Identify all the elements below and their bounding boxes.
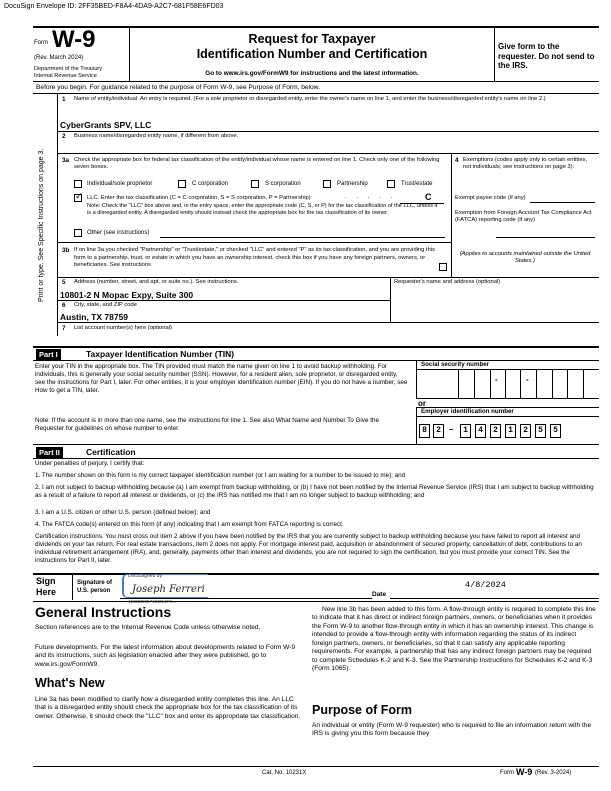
label-trust-estate: Trust/estate (401, 181, 433, 187)
line3b-label: If on line 3a you checked "Partnership" or "Trust/estate," or checked "LLC" and entered "P" as its tax classification, and you are providing this form to a partnership, trust, or estate in which you have an ownership interest, check this box if you have any foreign partners, owners, or beneficiaries. See instructions (74, 247, 436, 269)
fatca-label: Exemption from Foreign Account Tax Compliance Act (FATCA) reporting code (if any) (455, 210, 592, 223)
before-you-begin: Before you begin. For guidance related to the purpose of Form W-9, see Purpose of Form, below. (36, 84, 320, 91)
label-individual: Individual/sole proprietor (87, 181, 153, 187)
form-name: W-9 (52, 26, 96, 53)
llc-classification-field[interactable]: C (425, 192, 432, 202)
checkbox-foreign-partners[interactable] (439, 263, 447, 271)
line3a-label: Check the appropriate box for federal tax classification of the entity/individual whose name is entered on line 1. Check only one of the following seven boxes. (74, 157, 440, 170)
llc-check-mark-icon: ✓ (75, 191, 83, 201)
signature-field[interactable]: Joseph Ferreri (132, 584, 205, 595)
sign-here-label: Sign Here (36, 576, 57, 597)
cert-item-1: 1. The number shown on this form is my correct taxpayer identification number (or I am waiting for a number to be issued to me); and (35, 472, 406, 479)
give-form-note: Give form to the requester. Do not send to the IRS. (498, 42, 595, 70)
line3b-number: 3b (62, 247, 70, 254)
signature-label: Signature of U.S. person (77, 580, 113, 594)
line6-number: 6 (62, 302, 66, 309)
address-field[interactable]: 10801-2 N Mopac Expy, Suite 300 (60, 290, 194, 300)
ein-digit-1[interactable]: 8 (419, 424, 430, 438)
label-s-corporation: S corporation (265, 181, 301, 187)
catalog-number: Cat. No. 10231X (262, 770, 307, 776)
form-title-line1: Request for Taxpayer (248, 32, 376, 46)
form-rev: (Rev. March 2024) (34, 55, 84, 61)
purpose-text: An individual or entity (Form W-9 requester) who is required to file an information return with the IRS is giving you this form because they (312, 722, 592, 738)
footer-form-label: Form (500, 770, 514, 776)
label-c-corporation: C corporation (192, 181, 229, 187)
ein-digit-9[interactable]: 5 (550, 424, 561, 438)
checkbox-other[interactable] (74, 229, 82, 237)
date-field[interactable]: 4/8/2024 (465, 580, 506, 590)
part2-title: Certification (86, 447, 136, 457)
line4-number: 4 (455, 157, 459, 164)
footer-form-name: W-9 (516, 767, 533, 777)
line5-label: Address (number, street, and apt. or suite no.). See instructions. (74, 279, 239, 285)
applies-note: (Applies to accounts maintained outside the United States.) (459, 251, 591, 264)
cert-item-2: 2. I am not subject to backup withholding because (a) I am exempt from backup withholding, or (b) I have not been notified by the Internal Revenue Service (IRS) that I am subject to backup withholding as a result of a failure to report all interest or dividends, or (c) the IRS has notified me that I am no longer subject to backup withholding; and (35, 484, 594, 500)
future-developments: Future developments. For the latest information about developments related to Form W-9 and its instructions, such as legislation enacted after they were published, go to www.irs.gov/FormW9. (35, 644, 296, 668)
line1-number: 1 (62, 96, 66, 103)
line2-number: 2 (62, 133, 66, 140)
general-instructions-heading: General Instructions (35, 604, 172, 620)
irs-label: Internal Revenue Service (34, 73, 97, 79)
line4-label: Exemptions (codes apply only to certain entities, not individuals; see instructions on page 3): (463, 157, 588, 170)
city-state-zip-field[interactable]: Austin, TX 78759 (60, 312, 129, 322)
ein-digit-6[interactable]: 1 (505, 424, 516, 438)
ssn-label: Social security number (421, 361, 490, 368)
line2-label: Business name/disregarded entity name, if different from above. (74, 133, 239, 139)
new-line-3b-text: New line 3b has been added to this form. A flow-through entity is required to complete this line to indicate that it has direct or indirect foreign partners, owners, or beneficiaries when it provides the Form W-9 to another flow-through entity in which it has an ownership interest. This change is intended to provide a flow-through entity with information regarding the status of its indirect foreign partners, owners, or beneficiaries, so that it can satisfy any applicable reporting requirements. For example, a partnership that has any indirect foreign partners may be required to complete Schedules K-2 and K-3. See the Partnership Instructions for Schedules K-2 and K-3 (Form 1065). (312, 606, 596, 673)
line7-number: 7 (62, 325, 66, 332)
line1-label: Name of entity/individual. An entry is required. (For a sole proprietor or disregarded entity, enter the owner's name on line 1, and enter the business/disregarded entity's name on line 2.) (74, 96, 546, 102)
or-label: or (418, 399, 426, 408)
cert-item-3: 3. I am a U.S. citizen or other U.S. person (defined below); and (35, 509, 211, 516)
checkbox-c-corporation[interactable] (178, 180, 186, 188)
checkbox-s-corporation[interactable] (251, 180, 259, 188)
ssn-field[interactable] (421, 375, 597, 393)
part2-intro: Under penalties of perjury, I certify that: (35, 460, 145, 467)
whats-new-text: Line 3a has been modified to clarify how a disregarded entity completes this line. An LLC that is a disregarded entity should check the appropriate box for the tax classification of its owner. Otherwise, it should check the "LLC" box and enter its appropriate tax classification. (35, 696, 301, 720)
line6-label: City, state, and ZIP code (74, 302, 137, 308)
part1-note: Note: If the account is in more than one name, see the instructions for line 1. See also What Name and Number To Give the Requester for guidelines on whose number to enter. (35, 417, 379, 433)
ein-label: Employer identification number (421, 408, 514, 415)
side-instructions-label: Print or type. See Specific Instructions on page 3. (38, 148, 45, 302)
ein-digit-4[interactable]: 4 (475, 424, 486, 438)
part1-tag: Part I (36, 349, 61, 360)
signature-id: 4BCDD097435D4F9... (128, 600, 176, 605)
docusigned-by: DocuSigned by: (128, 573, 164, 579)
label-partnership: Partnership (337, 181, 368, 187)
cert-item-4: 4. The FATCA code(s) entered on this form (if any) indicating that I am exempt from FATCA reporting is correct. (35, 521, 344, 528)
ein-digit-2[interactable]: 2 (433, 424, 444, 438)
ein-digit-8[interactable]: 5 (535, 424, 546, 438)
line2-business-name-field[interactable] (60, 141, 595, 153)
part1-text: Enter your TIN in the appropriate box. The TIN provided must match the name given on line 1 to avoid backup withholding. For individuals, this is generally your social security number (SSN). However, for a resident alien, sole proprietor, or disregarded entity, see the instructions for Part I, later. For other entities, it is your employer identification number (EIN). If you do not have a number, see How to get a TIN, later. (35, 363, 408, 395)
dept-label: Department of the Treasury (34, 66, 103, 72)
part2-tag: Part II (36, 447, 63, 458)
date-label: Date (372, 591, 387, 598)
purpose-of-form-heading: Purpose of Form (312, 703, 413, 717)
line5-number: 5 (62, 279, 66, 286)
checkbox-individual[interactable] (74, 180, 82, 188)
line7-label: List account number(s) here (optional) (74, 325, 172, 331)
footer-rev: (Rev. 3-2024) (535, 770, 572, 776)
line1-name-field[interactable]: CyberGrants SPV, LLC (60, 120, 152, 130)
certification-instructions: Certification instructions. You must cross out item 2 above if you have been notified by the IRS that you are currently subject to backup withholding because you have failed to report all interest and dividends on your tax return. For real estate transactions, item 2 does not apply. For mortgage interest paid, acquisition or abandonment of secured property, cancellation of debt, contributions to an individual retirement arrangement (IRA), and, generally, payments other than interest and dividends, you are not required to sign the certification, but you must provide your correct TIN. See the instructions for Part II, later. (35, 533, 582, 565)
general-p1: Section references are to the Internal Revenue Code unless otherwise noted. (35, 624, 261, 631)
ein-digit-5[interactable]: 2 (490, 424, 501, 438)
ein-digit-3[interactable]: 1 (460, 424, 471, 438)
envelope-id: DocuSign Envelope ID: 2FF35BED-F8A4-4DA9-A2C7-681F58E6FD03 (4, 3, 224, 10)
goto-instructions: Go to www.irs.gov/FormW9 for instructions and the latest information. (205, 70, 419, 77)
label-other: Other (see instructions) (87, 230, 150, 236)
exempt-payee-label: Exempt payee code (if any) (455, 195, 526, 201)
llc-note: Note: Check the "LLC" box above and, in the entry space, enter the appropriate code (C, S, or P) for the tax classification of the LLC, unless it is a disregarded entity. A disregarded entity should instead check the appropriate box for the tax classification of its owner. (87, 203, 438, 216)
part1-title: Taxpayer Identification Number (TIN) (86, 349, 235, 359)
checkbox-trust-estate[interactable] (387, 180, 395, 188)
line3a-number: 3a (62, 157, 70, 164)
label-llc: LLC. Enter the tax classification (C = C corporation, S = S corporation, P = Partnership) (87, 195, 311, 201)
form-title-line2: Identification Number and Certification (196, 47, 428, 61)
requester-label: Requester's name and address (optional) (394, 279, 501, 285)
ein-digit-7[interactable]: 2 (520, 424, 531, 438)
checkbox-partnership[interactable] (323, 180, 331, 188)
whats-new-heading: What's New (35, 676, 105, 690)
form-label: Form (34, 40, 48, 46)
